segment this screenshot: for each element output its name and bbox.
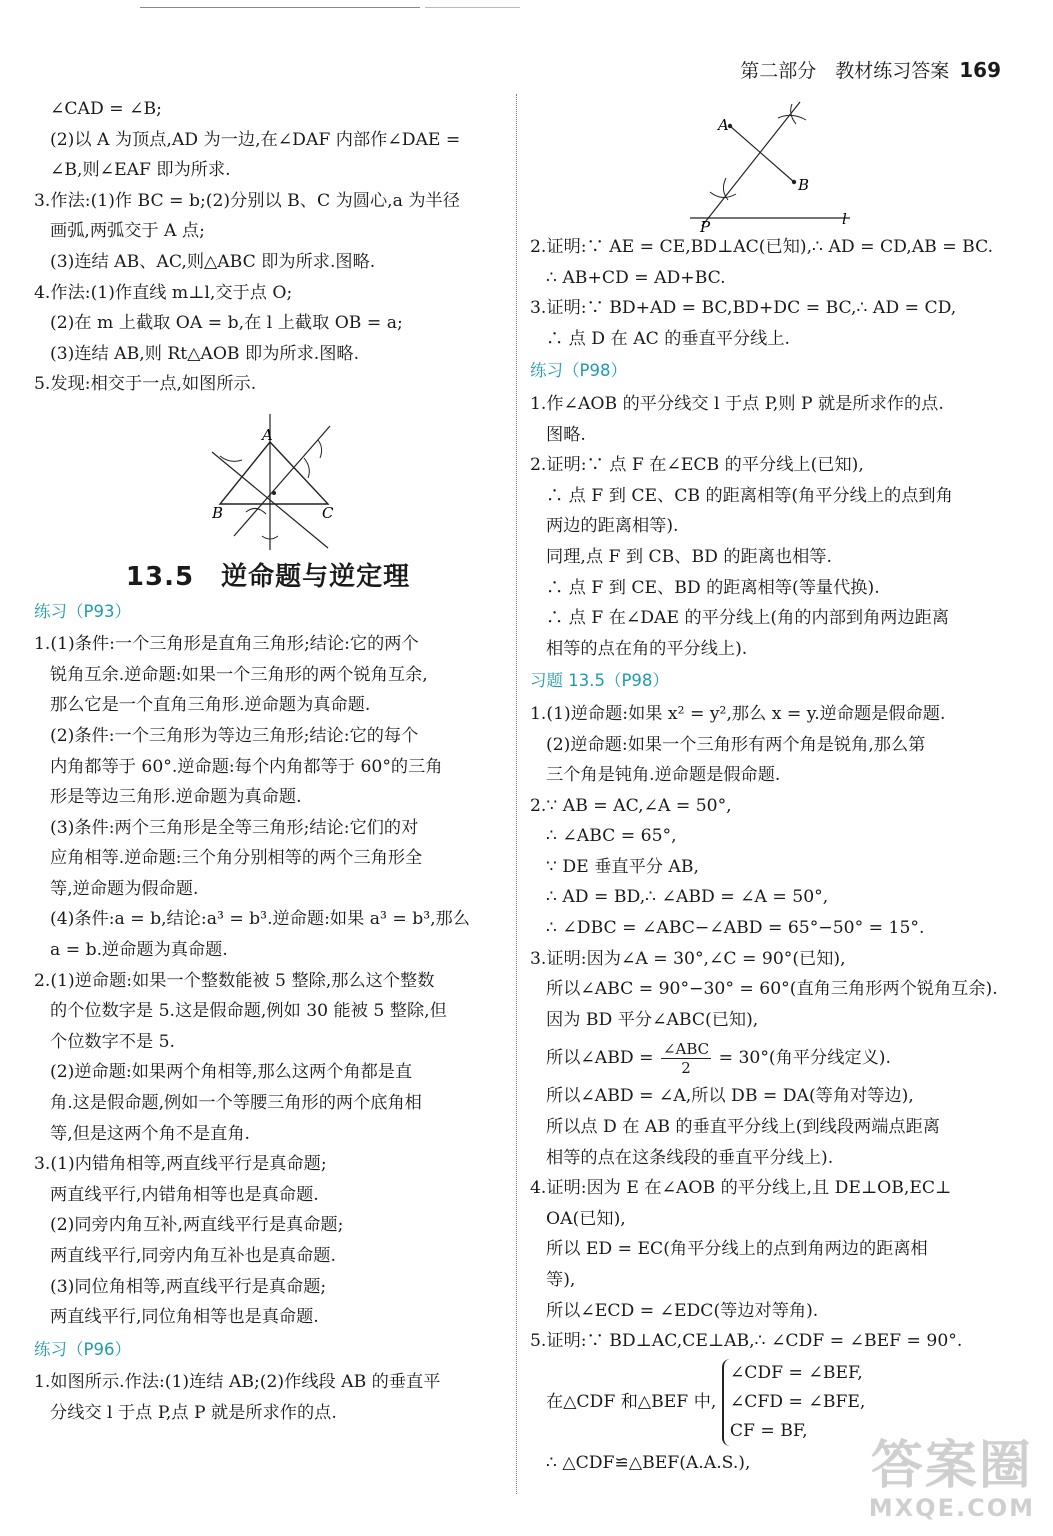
answer-line: 角.这是假命题,例如一个等腰三角形的两个底角相: [50, 1093, 422, 1114]
answer-line: 图略.: [546, 424, 586, 445]
vertex-a-label: A: [262, 425, 273, 444]
answer-line: 形是等边三角形.逆命题为真命题.: [50, 787, 302, 808]
point-p-label: P: [700, 218, 711, 232]
equation-system: [722, 1359, 866, 1446]
watermark-url: MXQE.COM: [868, 1494, 1035, 1522]
answer-line: 分线交 l 于点 P,点 P 就是所求作的点.: [50, 1402, 337, 1423]
fraction-numerator: ∠ABC: [662, 1040, 710, 1059]
answer-line: 锐角互余.逆命题:如果一个三角形的两个锐角互余,: [50, 664, 428, 685]
answer-line: ∴ ∠DBC = ∠ABC−∠ABD = 65°−50° = 15°.: [546, 918, 925, 939]
answer-line: 等,逆命题为假命题.: [50, 878, 199, 899]
exercise-heading-p96: 练习（P96）: [34, 1339, 131, 1359]
answer-line: 内角都等于 60°.逆命题:每个内角都等于 60°的三角: [50, 756, 443, 777]
answer-line: ∴ ∠ABC = 65°,: [546, 826, 677, 847]
answer-line: (2)逆命题:如果一个三角形有两个角是锐角,那么第: [546, 734, 926, 755]
watermark-logo-text: 答案圈: [870, 1436, 1033, 1496]
answer-line: 相等的点在角的平分线上).: [546, 638, 748, 659]
triangle-bisector-diagram: [34, 400, 502, 556]
answer-line: ∠B,则∠EAF 即为所求.: [50, 160, 231, 181]
problem-set-heading: 习题 13.5（P98）: [530, 671, 669, 691]
answer-line: 1.作∠AOB 的平分线交 l 于点 P,则 P 就是所求作的点.: [530, 393, 944, 414]
answer-line: ∴ 点 F 到 CE、BD 的距离相等(等量代换).: [546, 577, 880, 598]
answer-line: 所以∠ECD = ∠EDC(等边对等角).: [546, 1300, 819, 1321]
answer-line: (2)以 A 为顶点,AD 为一边,在∠DAF 内部作∠DAE =: [50, 129, 461, 150]
vertex-c-label: C: [322, 503, 334, 522]
column-divider: [516, 94, 517, 1494]
answer-line: 5.证明:∵ BD⊥AC,CE⊥AB,∴ ∠CDF = ∠BEF = 90°.: [530, 1331, 963, 1352]
answer-line: a = b.逆命题为真命题.: [50, 940, 228, 961]
answer-line: 2.∵ AB = AC,∠A = 50°,: [530, 795, 732, 816]
answer-line: 那么它是一个直角三角形.逆命题为真命题.: [50, 695, 371, 716]
watermark: [869, 1438, 1035, 1522]
header-title: 第二部分 教材练习答案: [740, 60, 950, 82]
answer-line: (3)连结 AB,则 Rt△AOB 即为所求.图略.: [50, 343, 360, 364]
right-answers-block-b: [530, 389, 1006, 664]
left-answers-block-c: [34, 1367, 502, 1428]
answer-line: 三个角是钝角.逆命题是假命题.: [546, 765, 781, 786]
system-line-1: ∠CDF = ∠BEF,: [729, 1362, 863, 1383]
left-answers-block-b: [34, 629, 502, 1333]
point-a-label: A: [718, 116, 729, 134]
congruence-conclusion: ∴ △CDF≌△BEF(A.A.S.),: [546, 1452, 751, 1473]
answer-line: 所以点 D 在 AB 的垂直平分线上(到线段两端点距离: [546, 1117, 940, 1138]
left-column: [34, 94, 502, 1429]
fraction-prefix: 所以∠ABD =: [546, 1048, 654, 1069]
answer-line: 1.如图所示.作法:(1)连结 AB;(2)作线段 AB 的垂直平: [34, 1372, 441, 1393]
line-l-label: l: [842, 210, 847, 228]
perpendicular-bisectors-figure: [34, 400, 502, 556]
top-rule-faint: [425, 7, 520, 8]
point-b-label: B: [798, 176, 810, 194]
answer-line: 3.作法:(1)作 BC = b;(2)分别以 B、C 为圆心,a 为半径: [34, 190, 460, 211]
answer-line: ∴ AB+CD = AD+BC.: [546, 267, 726, 288]
answer-line: 画弧,两弧交于 A 点;: [50, 221, 205, 242]
answer-line: 3.(1)内错角相等,两直线平行是真命题;: [34, 1154, 327, 1175]
answer-line: 2.证明:∵ 点 F 在∠ECB 的平分线上(已知),: [530, 455, 864, 476]
system-line-2: ∠CFD = ∠BFE,: [729, 1391, 866, 1412]
answer-line: 的个位数字是 5.这是假命题,例如 30 能被 5 整除,但: [50, 1001, 447, 1022]
system-prefix: 在△CDF 和△BEF 中,: [546, 1391, 717, 1412]
system-line-3: CF = BF,: [729, 1420, 808, 1441]
answer-line: (3)同位角相等,两直线平行是真命题;: [50, 1276, 327, 1297]
answer-line: 等,但是这两个角不是直角.: [50, 1123, 250, 1144]
answer-line: ∴ 点 F 在∠DAE 的平分线上(角的内部到角两边距离: [546, 608, 950, 629]
fraction-line: [530, 1035, 1006, 1081]
equation-system-line: [530, 1359, 1006, 1446]
left-answers-block-a: [34, 94, 502, 400]
answer-line: 5.发现:相交于一点,如图所示.: [34, 374, 257, 395]
answer-line: 个位数字不是 5.: [50, 1031, 175, 1052]
answer-line: 1.(1)条件:一个三角形是直角三角形;结论:它的两个: [34, 634, 419, 655]
exercise-heading-p93: 练习（P93）: [34, 601, 131, 621]
answer-line: 2.(1)逆命题:如果一个整数能被 5 整除,那么这个整数: [34, 970, 435, 991]
answer-line: 两直线平行,同位角相等也是真命题.: [50, 1307, 319, 1328]
answer-line: 4.证明:因为 E 在∠AOB 的平分线上,且 DE⊥OB,EC⊥: [530, 1178, 952, 1199]
answer-line: 等),: [546, 1270, 576, 1290]
answer-line: ∴ AD = BD,∴ ∠ABD = ∠A = 50°,: [546, 887, 829, 908]
answer-line: 同理,点 F 到 CB、BD 的距离也相等.: [546, 546, 832, 567]
answer-line: 4.作法:(1)作直线 m⊥l,交于点 O;: [34, 282, 293, 303]
answer-line: 所以∠ABC = 90°−30° = 60°(直角三角形两个锐角互余).: [546, 979, 998, 1000]
answer-line: (2)在 m 上截取 OA = b,在 l 上截取 OB = a;: [50, 313, 403, 334]
right-answers-block-a: [530, 232, 1006, 354]
perpendicular-bisector-construction-figure: [530, 94, 1006, 232]
answer-line: 两直线平行,同旁内角互补也是真命题.: [50, 1246, 336, 1266]
answer-line: ∴ 点 F 到 CE、CB 的距离相等(角平分线上的点到角: [546, 485, 953, 506]
right-column: [530, 94, 1006, 1478]
answer-line: 3.证明:∵ BD+AD = BC,BD+DC = BC,∴ AD = CD,: [530, 298, 957, 319]
section-title: 13.5 逆命题与逆定理: [125, 561, 411, 592]
answer-line: 两直线平行,内错角相等也是真命题.: [50, 1184, 319, 1205]
answer-line: 应角相等.逆命题:三个角分别相等的两个三角形全: [50, 848, 423, 869]
answer-line: 所以∠ABD = ∠A,所以 DB = DA(等角对等边),: [546, 1086, 914, 1107]
segment-bisector-diagram: [530, 94, 1006, 232]
exercise-heading-p98: 练习（P98）: [530, 361, 627, 381]
page-number: 169: [959, 58, 1001, 82]
answer-line: 两边的距离相等).: [546, 516, 679, 537]
fraction-denominator: 2: [681, 1059, 691, 1078]
answer-line: (4)条件:a = b,结论:a³ = b³.逆命题:如果 a³ = b³,那么: [50, 909, 470, 930]
answer-line: (3)条件:两个三角形是全等三角形;结论:它们的对: [50, 817, 419, 838]
top-rule: [140, 7, 420, 8]
right-answers-block-d: [530, 1081, 1006, 1356]
vertex-b-label: B: [212, 503, 224, 522]
answer-line: OA(已知),: [546, 1208, 626, 1229]
answer-line: 相等的点在这条线段的垂直平分线上).: [546, 1147, 834, 1168]
answer-line: 2.证明:∵ AE = CE,BD⊥AC(已知),∴ AD = CD,AB = BC.: [530, 237, 994, 257]
answer-line: 因为 BD 平分∠ABC(已知),: [546, 1009, 759, 1030]
answer-line: ∠CAD = ∠B;: [50, 99, 162, 119]
answer-line: (2)同旁内角互补,两直线平行是真命题;: [50, 1215, 344, 1236]
answer-line: 所以 ED = EC(角平分线上的点到角两边的距离相: [546, 1239, 928, 1260]
right-answers-block-c: [530, 699, 1006, 1036]
answer-line: (3)连结 AB、AC,则△ABC 即为所求.图略.: [50, 251, 376, 272]
page-header: [740, 56, 1001, 83]
answer-line: 3.证明:因为∠A = 30°,∠C = 90°(已知),: [530, 948, 846, 969]
answer-line: (2)逆命题:如果两个角相等,那么这两个角都是直: [50, 1062, 413, 1083]
fraction: [661, 1040, 711, 1077]
answer-line: (2)条件:一个三角形为等边三角形;结论:它的每个: [50, 725, 419, 746]
answer-line: ∴ 点 D 在 AC 的垂直平分线上.: [546, 328, 790, 349]
fraction-suffix: = 30°(角平分线定义).: [718, 1048, 891, 1069]
answer-line: ∵ DE 垂直平分 AB,: [546, 856, 699, 877]
answer-line: 1.(1)逆命题:如果 x² = y²,那么 x = y.逆命题是假命题.: [530, 703, 946, 724]
